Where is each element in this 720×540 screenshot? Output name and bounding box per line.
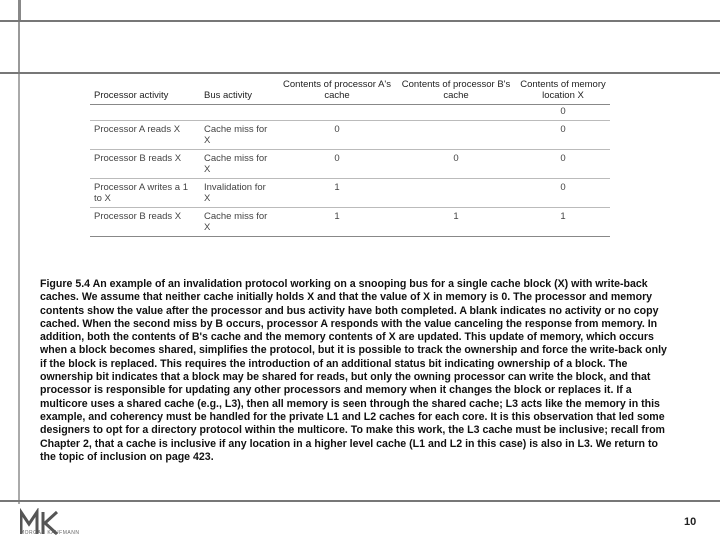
memory-cell: 0: [516, 179, 610, 208]
frame-line: [0, 72, 720, 74]
cache-a-cell: 1: [278, 208, 396, 237]
bus-cell: Invalidation for X: [200, 179, 278, 208]
protocol-table: [90, 77, 610, 237]
cache-a-cell: 0: [278, 150, 396, 179]
memory-cell: 0: [516, 150, 610, 179]
column-header: Contents of processor A's cache: [278, 77, 396, 105]
column-header: Bus activity: [200, 77, 278, 105]
frame-line: [0, 20, 720, 22]
activity-cell: Processor A reads X: [90, 121, 200, 150]
column-header: Contents of memory location X: [516, 77, 610, 105]
publisher-name: MORGAN KAUFMANN: [20, 530, 80, 536]
column-header: Processor activity: [90, 77, 200, 105]
bus-cell: Cache miss for X: [200, 121, 278, 150]
cache-b-cell: [396, 179, 516, 208]
activity-cell: Processor B reads X: [90, 150, 200, 179]
memory-cell: 0: [516, 121, 610, 150]
memory-cell: 1: [516, 208, 610, 237]
table-row: [90, 208, 610, 237]
table-row: [90, 179, 610, 208]
bus-cell: Cache miss for X: [200, 208, 278, 237]
table-header-row: [90, 77, 610, 105]
activity-cell: Processor A writes a 1 to X: [90, 179, 200, 208]
figure-caption: Figure 5.4 An example of an invalidation protocol working on a snooping bus for a single cache block (X) with write-back caches. We assume that neither cache initially holds X and that the value of X in memory is 0. The processor and memory contents show the value after the processor and bus activity have both completed. A blank indicates no activity or no copy cached. When the second miss by B occurs, processor A responds with the value canceling the response from memory. In addition, both the contents of B's cache and the memory contents of X are updated. This update of memory, which occurs when a block becomes shared, simplifies the protocol, but it is possible to track the ownership and force the write-back only if the block is replaced. This requires the introduction of an additional status bit indicating ownership of a block. The ownership bit indicates that a block may be shared for reads, but only the owning processor can write the block, and that processor is responsible for updating any other processors and memory when it changes the block or replaces it. If a multicore uses a shared cache (e.g., L3), then all memory is seen through the shared cache; L3 acts like the memory in this example, and coherency must be handled for the private L1 and L2 caches for each core. It is this observation that led some designers to opt for a directory protocol within the multicore. To make this work, the L3 cache must be inclusive; recall from Chapter 2, that a cache is inclusive if any location in a higher level cache (L1 and L2 in this case) is also in L3. We return to the topic of inclusion on page 423.: [40, 278, 667, 463]
frame-line: [18, 22, 20, 72]
cache-b-cell: [396, 121, 516, 150]
cache-b-cell: 1: [396, 208, 516, 237]
frame-line: [0, 500, 720, 502]
cache-a-cell: 0: [278, 121, 396, 150]
table-row: [90, 121, 610, 150]
frame-line: [18, 0, 21, 20]
frame-line: [18, 74, 20, 504]
activity-cell: Processor B reads X: [90, 208, 200, 237]
page-number: 10: [684, 516, 697, 528]
cache-b-cell: 0: [396, 150, 516, 179]
cache-a-cell: 1: [278, 179, 396, 208]
table-row: [90, 150, 610, 179]
column-header: Contents of processor B's cache: [396, 77, 516, 105]
table-row: [90, 105, 610, 121]
memory-cell: 0: [560, 106, 566, 117]
bus-cell: Cache miss for X: [200, 150, 278, 179]
